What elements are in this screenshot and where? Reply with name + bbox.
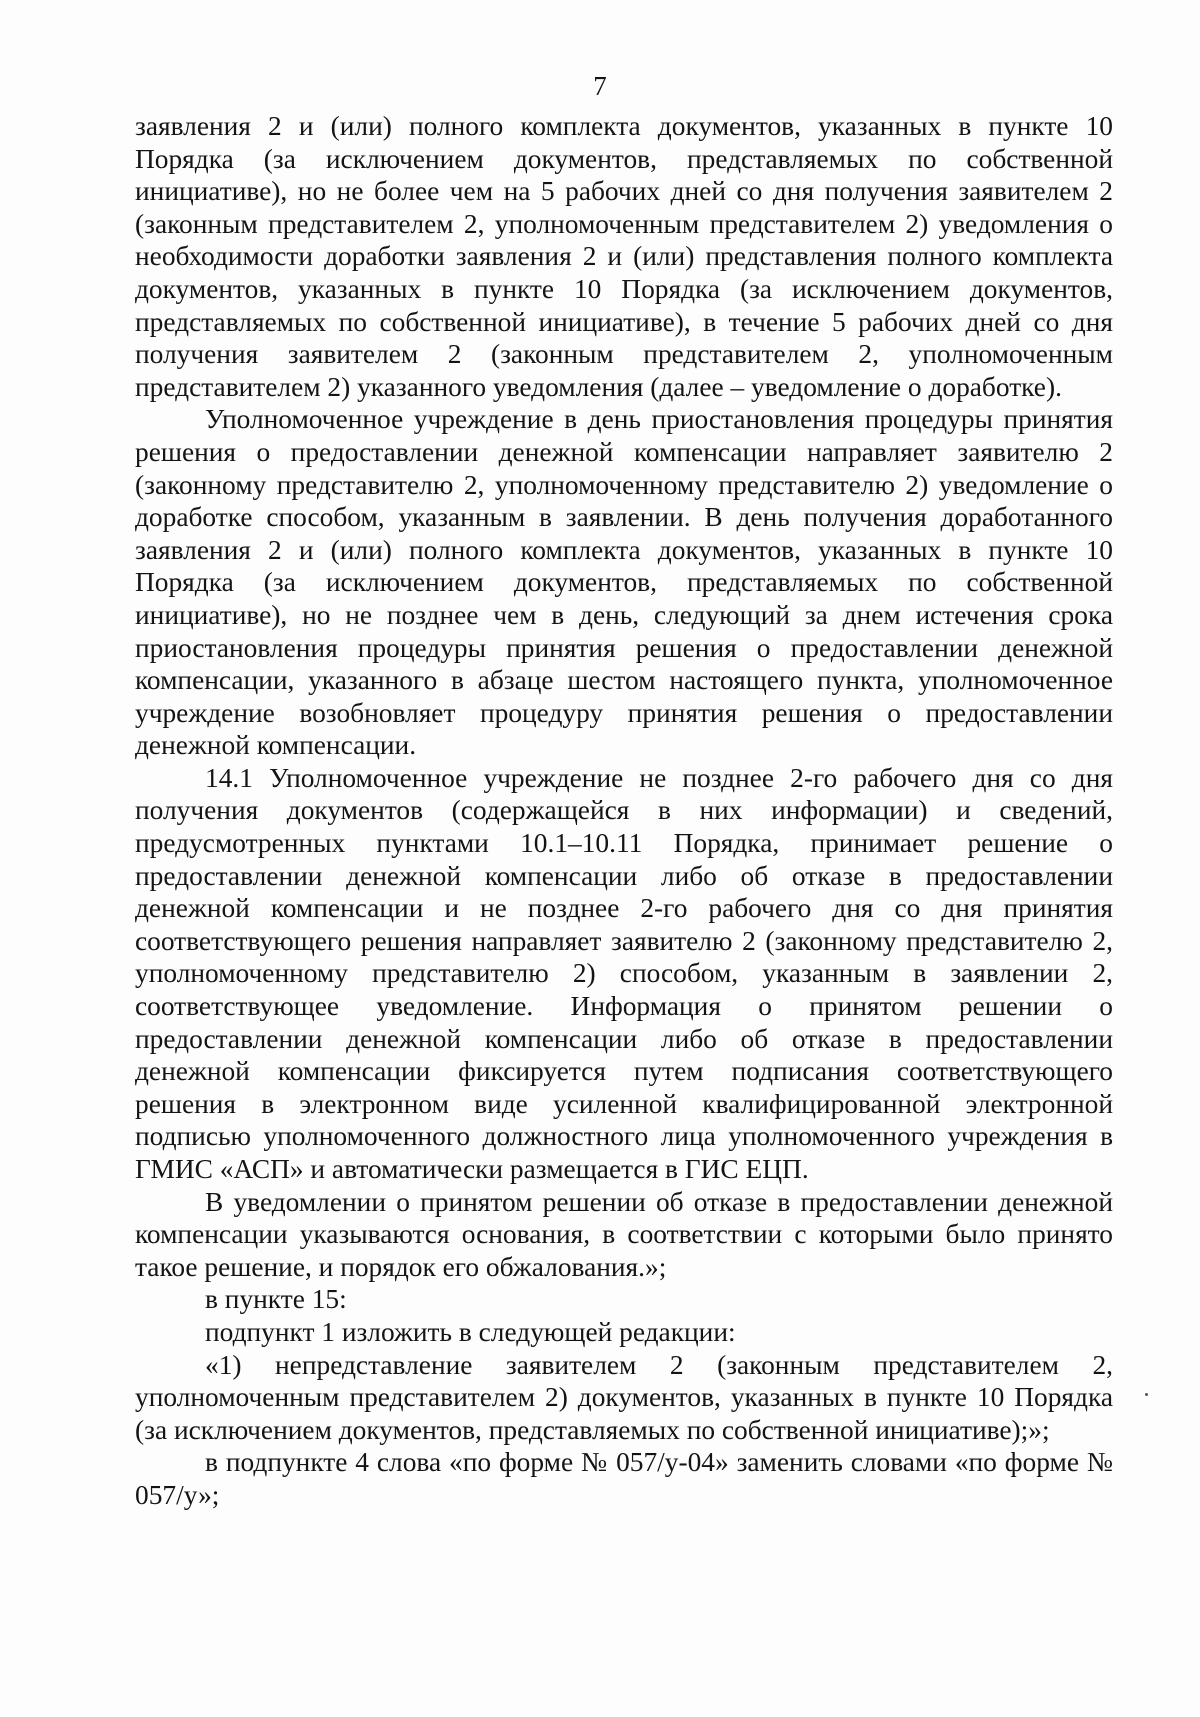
paragraph-subclause-1-intro: подпункт 1 изложить в следующей редакции: xyxy=(205,1316,736,1347)
paragraph-refusal-notice: В уведомлении о принятом решении об отказе в предоставлении денежной компенсации указываются основания, в соответствии с которыми было принято такое решение, и порядок его обжалования.»; xyxy=(135,1186,1113,1282)
paragraph-clause-15-intro: в пункте 15: xyxy=(205,1284,347,1315)
paragraph-continuation: заявления 2 и (или) полного комплекта документов, указанных в пункте 10 Порядка (за исключением документов, представляемых по собственной инициативе), но не более чем на 5 рабочих дней со дня получения заявителем 2 (законным представителем 2, уполномоченным представителем 2) уведомления о необходимости доработки заявления 2 и (или) представления полного комплекта документов, указанных в пункте 10 Порядка (за исключением документов, представляемых по собственной инициативе), в течение 5 рабочих дней со дня получения заявителем 2 (законным представителем 2, уполномоченным представителем 2) указанного уведомления (далее – уведомление о доработке). xyxy=(135,111,1113,402)
paragraph-subclause-4-text: в подпункте 4 слова «по форме № 057/у-04» заменить словами «по форме № 057/у»; xyxy=(135,1447,1113,1510)
paragraph-subclause-1-text: «1) непредставление заявителем 2 (законным представителем 2, уполномоченным представителем 2) документов, указанных в пункте 10 Порядка (за исключением документов, представляемых по собственной инициативе);»; xyxy=(135,1349,1113,1445)
page-number: 7 xyxy=(593,71,607,101)
paragraph-clause-14-1: 14.1 Уполномоченное учреждение не позднее 2-го рабочего дня со дня получения документов (содержащейся в них информации) и сведений, предусмотренных пунктами 10.1–10.11 Порядка, принимает решение о предоставлении денежной компенсации либо об отказе в предоставлении денежной компенсации и не позднее 2-го рабочего дня со дня принятия соответствующего решения направляет заявителю 2 (законному представителю 2, уполномоченному представителю 2) способом, указанным в заявлении 2, соответствующее уведомление. Информация о принятом решении о предоставлении денежной компенсации либо об отказе в предоставлении денежной компенсации фиксируется путем подписания соответствующего решения в электронном виде усиленной квалифицированной электронной подписью уполномоченного должностного лица уполномоченного учреждения в ГМИС «АСП» и автоматически размещается в ГИС ЕЦП. xyxy=(135,762,1113,1184)
document-body xyxy=(135,110,1113,1512)
paragraph-suspension-notice: Уполномоченное учреждение в день приостановления процедуры принятия решения о предоставлении денежной компенсации направляет заявителю 2 (законному представителю 2, уполномоченному представителю 2) уведомление о доработке способом, указанным в заявлении. В день получения доработанного заявления 2 и (или) полного комплекта документов, указанных в пункте 10 Порядка (за исключением документов, представляемых по собственной инициативе), но не позднее чем в день, следующий за днем истечения срока приостановления процедуры принятия решения о предоставлении денежной компенсации, указанного в абзаце шестом настоящего пункта, уполномоченное учреждение возобновляет процедуру принятия решения о предоставлении денежной компенсации. xyxy=(135,404,1113,761)
scan-speck xyxy=(1145,1393,1148,1396)
